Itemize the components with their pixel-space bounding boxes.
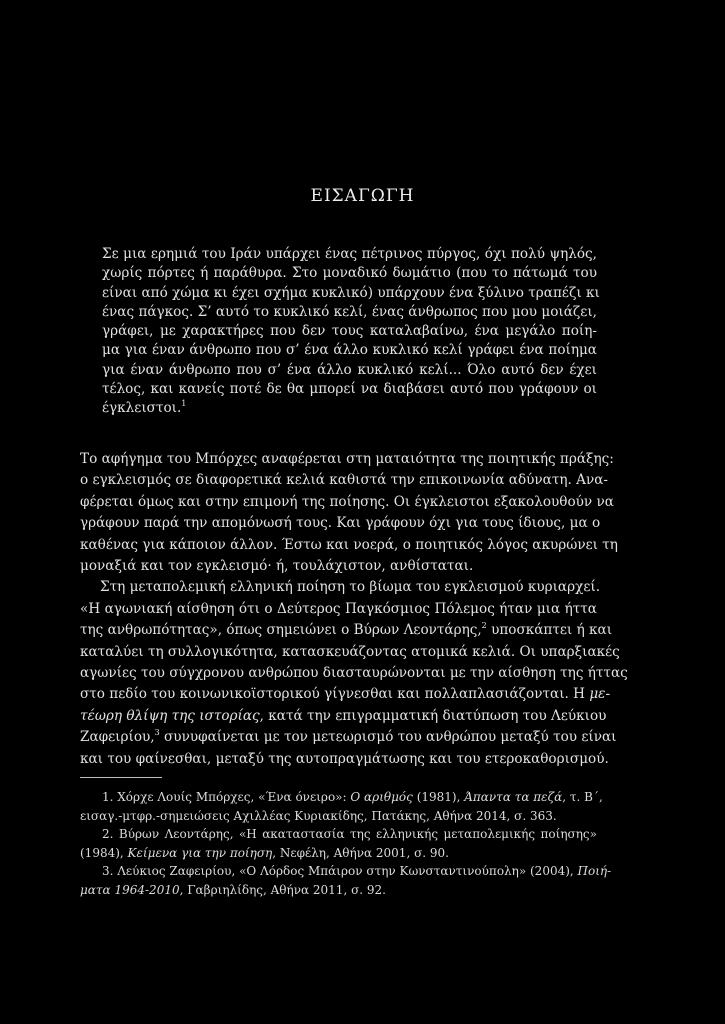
footnote-text: , Νεφέλη, Αθήνα 2001, σ. 90. bbox=[272, 845, 449, 860]
body-line bbox=[80, 620, 613, 641]
epigraph-line: ένας πάγκος. Σ’ αυτό το κυκλικό κελί, ένας άνθρωπος που μου μοιάζει, bbox=[102, 303, 597, 320]
body-text bbox=[80, 449, 628, 770]
body-line: ο εγκλεισμός σε διαφορετικά κελιά καθιστά την επικοινωνία αδύνατη. Ανα- bbox=[80, 472, 609, 489]
body-text-span: , κατά την επιγραμματική διατύπωση του Λεύκιου bbox=[259, 707, 607, 724]
epigraph-last-text: έγκλειστοι. bbox=[102, 400, 182, 417]
footnote-2-cont bbox=[80, 844, 597, 863]
epigraph-line: Σε μια ερημιά του Ιράν υπάρχει ένας πέτρινος πύργος, όχι πολύ ψηλός, bbox=[102, 246, 597, 262]
footnote-ref-2[interactable]: 2 bbox=[481, 620, 487, 630]
footnote-text: 1. Χόρχε Λουίς Μπόρχες, «Ένα όνειρο»: bbox=[102, 790, 351, 804]
body-text-span: συνυφαίνεται με τον μετεωρισμό του ανθρώπου μεταξύ του είναι bbox=[159, 729, 617, 746]
body-line: Στη μεταπολεμική ελληνική ποίηση το βίωμα του εγκλεισμού κυριαρχεί. bbox=[100, 579, 601, 596]
footnote-text: , τ. Β΄, bbox=[562, 790, 603, 804]
footnote-italic: Ποιή- bbox=[577, 864, 612, 879]
footnote-3-cont bbox=[80, 881, 597, 900]
footnote-text: (1981), bbox=[412, 790, 465, 804]
body-line: και του φαίνεσθαι, μεταξύ της αυτοπραγμάτωσης και του ετεροκαθορισμού. bbox=[80, 750, 609, 767]
body-line: αγωνίες του σύγχρονου ανθρώπου διασταυρώνονται με την αίσθηση της ήττας bbox=[80, 665, 628, 682]
epigraph-line: γράφει, με χαρακτήρες που δεν τους καταλαβαίνω, ένα μεγάλο ποίη- bbox=[102, 323, 597, 340]
footnote-3 bbox=[80, 862, 612, 881]
footnote-text: 3. Λεύκιος Ζαφειρίου, «Ο Λόρδος Μπάιρον στην Κωνσταντινούπολη» (2004), bbox=[102, 864, 578, 879]
body-line: γράφουν παρά την απομόνωσή τους. Και γράφουν όχι για τους ίδιους, μα ο bbox=[80, 515, 601, 532]
epigraph-line: χωρίς πόρτες ή παράθυρα. Στο μοναδικό δωμάτιο (που το πάτωμά του bbox=[102, 265, 597, 282]
body-line: φέρεται όμως και στην επιμονή της ποίησης. Οι έγκλειστοι εξακολουθούν να bbox=[80, 493, 614, 510]
body-line: Το αφήγημα του Μπόρχες αναφέρεται στη ματαιότητα της ποιητικής πράξης: bbox=[80, 451, 614, 467]
body-text-span: υποσκάπτει ή και bbox=[486, 622, 613, 639]
epigraph-line: μα για έναν άνθρωπο που σ’ ένα άλλο κυκλικό κελί γράφει ένα ποίημα bbox=[102, 342, 597, 359]
footnote-italic: Κείμενα για την ποίηση bbox=[127, 845, 273, 860]
page-title: ΕΙΣΑΓΩΓΗ bbox=[310, 186, 415, 206]
footnote-text: , Γαβριηλίδης, Αθήνα 2011, σ. 92. bbox=[179, 882, 386, 897]
body-text-span: στο πεδίο του κοινωνικοϊστορικού γίγνεσθαι και πολλαπλασιάζονται. Η bbox=[80, 686, 590, 703]
epigraph-last-line bbox=[102, 399, 597, 418]
body-text-span: Ζαφειρίου, bbox=[80, 729, 155, 746]
footnotes bbox=[80, 788, 612, 900]
body-line: καθένας για κάποιον άλλον. Έστω και νοερά, ο ποιητικός λόγος ακυρώνει τη bbox=[80, 536, 618, 553]
footnote-divider bbox=[80, 777, 162, 778]
footnote-ref-1[interactable]: 1 bbox=[181, 398, 187, 408]
footnote-italic: Άπαντα τα πεζά bbox=[464, 790, 563, 804]
footnote-text: (1984), bbox=[80, 845, 128, 860]
body-line: καταλύει τη συλλογικότητα, κατασκευάζοντας ατομικά κελιά. Οι υπαρξιακές bbox=[80, 643, 620, 660]
italic-text: τέωρη θλίψη της ιστορίας bbox=[80, 707, 260, 724]
footnote-2: 2. Βύρων Λεοντάρης, «Η ακαταστασία της ελληνικής μεταπολεμικής ποίησης» bbox=[102, 827, 597, 842]
italic-text: με- bbox=[589, 686, 611, 703]
footnote-1-cont: εισαγ.-μτφρ.-σημειώσεις Αχιλλέας Κυριακίδης, Πατάκης, Αθήνα 2014, σ. 363. bbox=[80, 808, 557, 823]
footnote-ref-3[interactable]: 3 bbox=[154, 727, 160, 737]
body-line bbox=[80, 706, 607, 727]
epigraph-line: είναι από χώμα κι έχει σχήμα κυκλικό) υπάρχουν ένα ξύλινο τραπέζι κι bbox=[102, 284, 600, 301]
epigraph-line: για έναν άνθρωπο που σ’ ένα άλλο κυκλικό κελί... Όλο αυτό δεν έχει bbox=[102, 361, 597, 378]
footnote-1 bbox=[80, 788, 603, 807]
footnote-italic: Ο αριθμός bbox=[350, 790, 413, 804]
body-line: μοναξιά και τον εγκλεισμό· ή, τουλάχιστον, ανθίσταται. bbox=[80, 558, 474, 575]
body-line bbox=[80, 727, 617, 748]
body-line: «Η αγωνιακή αίσθηση ότι ο Δεύτερος Παγκόσμιος Πόλεμος ήταν μια ήττα bbox=[80, 600, 597, 617]
epigraph-quote bbox=[102, 245, 600, 419]
body-line bbox=[80, 684, 611, 705]
body-text-span: της ανθρωπότητας», όπως σημειώνει ο Βύρων Λεοντάρης, bbox=[80, 622, 482, 639]
epigraph-line: τέλος, και κανείς ποτέ δε θα μπορεί να διαβάσει αυτό που γράφουν οι bbox=[102, 381, 597, 398]
footnote-italic: ματα 1964-2010 bbox=[80, 882, 180, 897]
